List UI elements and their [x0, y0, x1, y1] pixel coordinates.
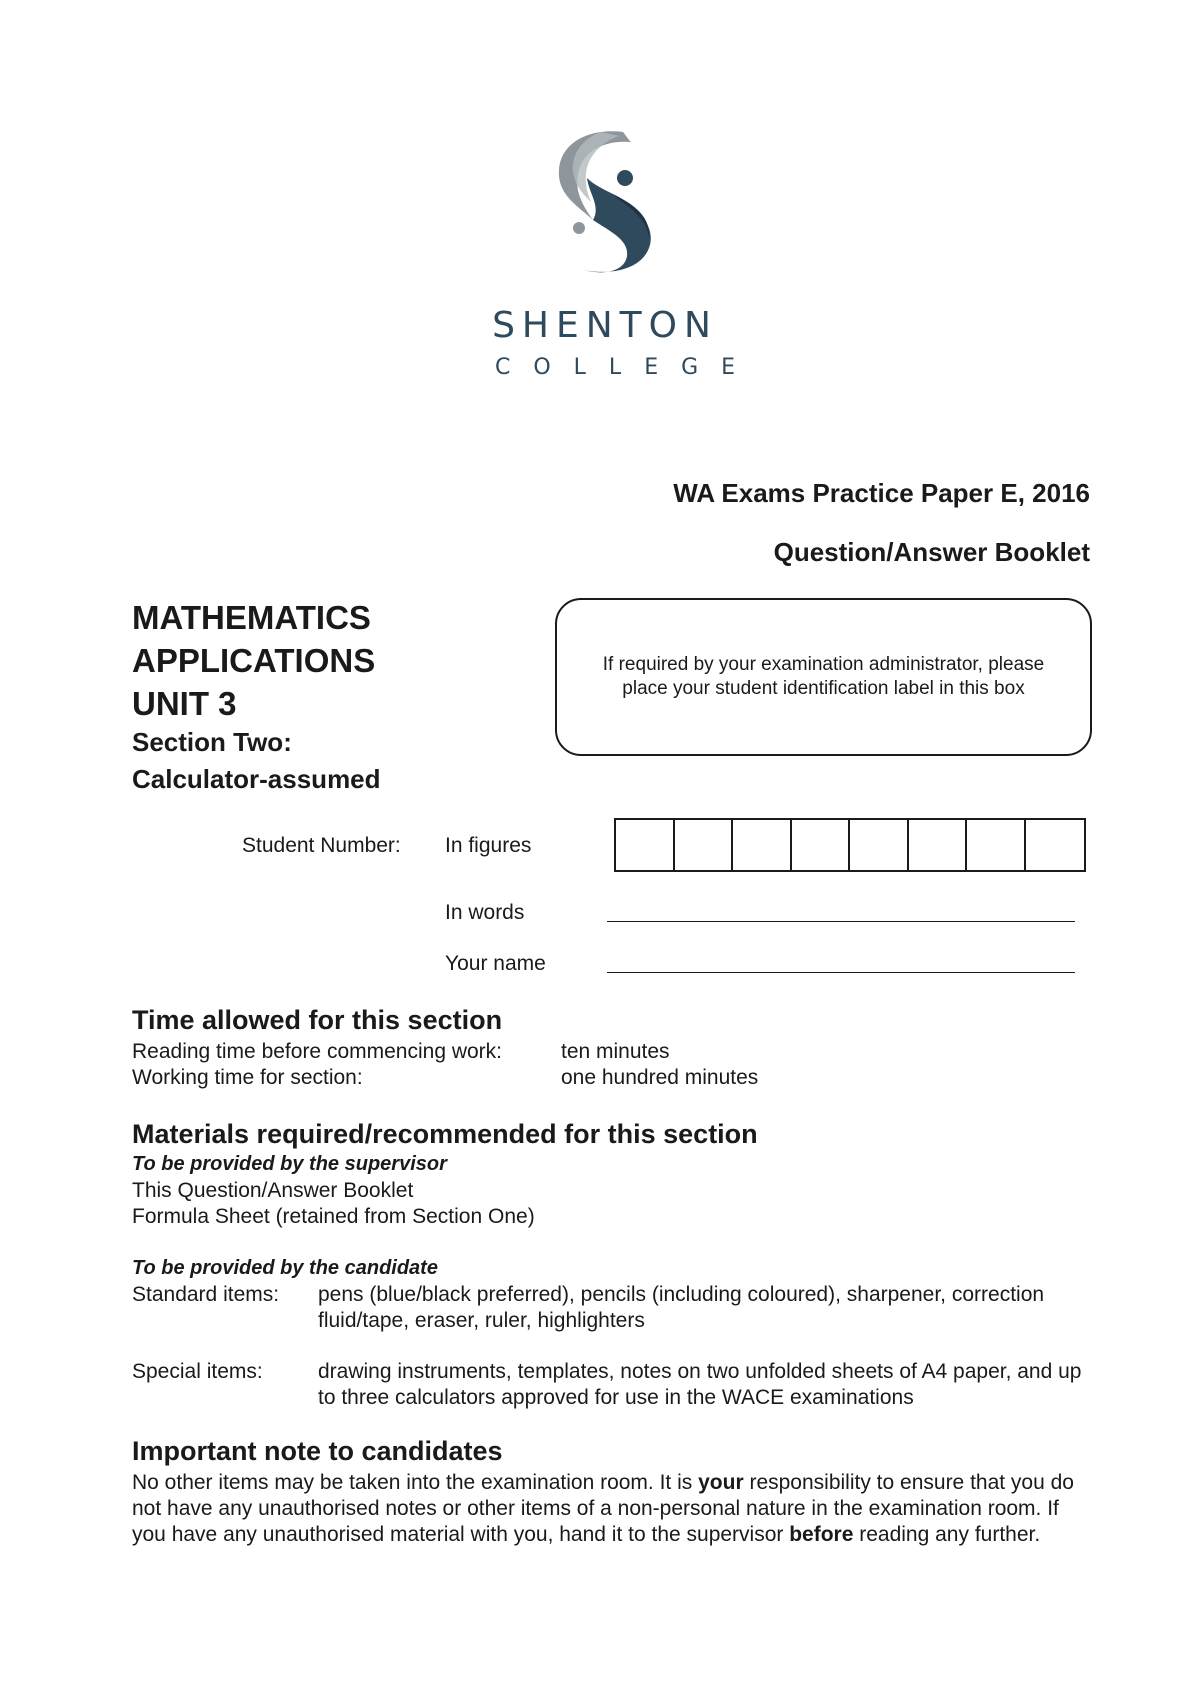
digit-box[interactable] — [733, 820, 792, 870]
special-items-label: Special items: — [132, 1360, 263, 1383]
special-items-text: drawing instruments, templates, notes on two unfolded sheets of A4 paper, and up to three calculators approved for use in the WACE examinations — [318, 1360, 1082, 1409]
booklet-title: Question/Answer Booklet — [773, 537, 1090, 567]
note-text: No other items may be taken into the examination room. It is — [132, 1471, 699, 1494]
working-time-label: Working time for section: — [132, 1066, 363, 1089]
working-time-value: one hundred minutes — [561, 1066, 759, 1089]
logo-wordmark-shenton: SHENTON — [492, 305, 718, 346]
your-name-label: Your name — [445, 952, 546, 975]
digit-box[interactable] — [909, 820, 968, 870]
digit-box[interactable] — [967, 820, 1026, 870]
digit-box[interactable] — [675, 820, 734, 870]
supervisor-subheading: To be provided by the supervisor — [132, 1153, 447, 1175]
reading-time-label: Reading time before commencing work: — [132, 1040, 503, 1063]
note-text: responsibility to ensure that you do not have any unauthorised notes or other items of a non-personal nature in the examination room. If you have any unauthorised material with you, hand it to the supervisor — [132, 1471, 1074, 1546]
logo-wordmark-college: COLLEGE — [495, 355, 759, 380]
digit-box[interactable] — [1026, 820, 1085, 870]
section-line-1: Section Two: — [132, 727, 292, 757]
subject-line-1: MATHEMATICS — [132, 599, 371, 636]
student-id-label-box — [555, 598, 1092, 756]
note-emphasis-your: your — [698, 1471, 744, 1494]
note-emphasis-before: before — [789, 1523, 854, 1546]
in-words-answer-line[interactable] — [607, 921, 1075, 922]
paper-title: WA Exams Practice Paper E, 2016 — [673, 478, 1090, 508]
note-text: reading any further. — [853, 1523, 1041, 1546]
important-note-paragraph — [132, 1470, 1082, 1548]
section-line-2: Calculator-assumed — [132, 764, 381, 794]
supervisor-item: Formula Sheet (retained from Section One) — [132, 1205, 535, 1228]
materials-heading: Materials required/recommended for this section — [132, 1119, 758, 1149]
shenton-college-logo-icon — [553, 128, 663, 278]
student-number-digit-boxes — [614, 818, 1086, 872]
digit-box[interactable] — [616, 820, 675, 870]
in-words-label: In words — [445, 901, 525, 924]
student-number-label: Student Number: — [242, 834, 401, 857]
id-box-instructions: If required by your examination administrator, please place your student identification label in this box — [602, 654, 1045, 699]
candidate-subheading: To be provided by the candidate — [132, 1257, 438, 1279]
section-title — [132, 724, 381, 798]
supervisor-item: This Question/Answer Booklet — [132, 1179, 414, 1202]
subject-line-2: APPLICATIONS — [132, 642, 376, 679]
digit-box[interactable] — [850, 820, 909, 870]
in-figures-label: In figures — [445, 834, 532, 857]
digit-box[interactable] — [792, 820, 851, 870]
time-allowed-heading: Time allowed for this section — [132, 1005, 503, 1035]
reading-time-value: ten minutes — [561, 1040, 670, 1063]
standard-items-text: pens (blue/black preferred), pencils (including coloured), sharpener, correction fluid/tape, eraser, ruler, highlighters — [318, 1283, 1045, 1332]
subject-line-3: UNIT 3 — [132, 685, 237, 722]
subject-title — [132, 596, 452, 725]
important-note-heading: Important note to candidates — [132, 1436, 503, 1466]
your-name-answer-line[interactable] — [607, 972, 1075, 973]
standard-items-label: Standard items: — [132, 1283, 280, 1306]
